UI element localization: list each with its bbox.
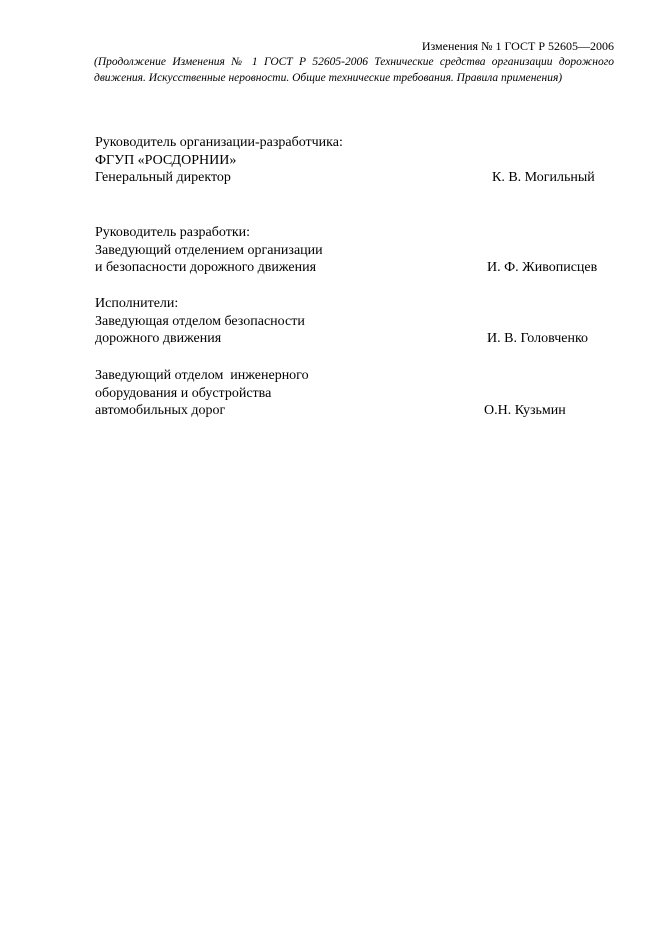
development-lead-position-line1: Заведующий отделением организации	[95, 242, 323, 258]
document-reference: Изменения № 1 ГОСТ Р 52605—2006	[421, 39, 614, 53]
executors-heading: Исполнители:	[95, 296, 179, 311]
developer-org-signatory-name: К. В. Могильный	[492, 170, 595, 185]
development-lead-signatory-name: И. Ф. Живописцев	[487, 260, 598, 275]
developer-org-heading: Руководитель организации-разработчика:	[95, 135, 343, 150]
developer-org-position: Генеральный директор	[95, 170, 231, 185]
executor2-position-line3: автомобильных дорог	[95, 403, 226, 418]
development-lead-position-row	[95, 259, 615, 277]
executors-section	[95, 295, 615, 348]
executor1-position-line1: Заведующая отделом безопасности	[95, 313, 305, 329]
developer-org-name: ФГУП «РОСДОРНИИ»	[95, 152, 237, 168]
executor1-position-row	[95, 330, 615, 348]
executor2-position-row	[95, 402, 615, 420]
continuation-note: (Продолжение Изменения № 1 ГОСТ Р 52605-2006 Технические средства организации дорожного движения. Искусственные неровности. Общие технические требования. Правила применения)	[94, 56, 614, 84]
development-lead-position-line2: и безопасности дорожного движения	[95, 260, 317, 275]
executor2-section	[95, 367, 615, 420]
developer-org-section	[95, 134, 615, 187]
executor1-position-line2: дорожного движения	[95, 331, 222, 346]
developer-org-position-row	[95, 169, 615, 187]
development-lead-section	[95, 224, 615, 277]
development-lead-heading: Руководитель разработки:	[95, 225, 251, 240]
executor2-signatory-name: О.Н. Кузьмин	[484, 403, 566, 418]
executor2-position-line1: Заведующий отделом инженерного	[95, 368, 309, 383]
executor2-position-line2: оборудования и обустройства	[95, 385, 272, 401]
executor1-signatory-name: И. В. Головченко	[487, 331, 589, 346]
